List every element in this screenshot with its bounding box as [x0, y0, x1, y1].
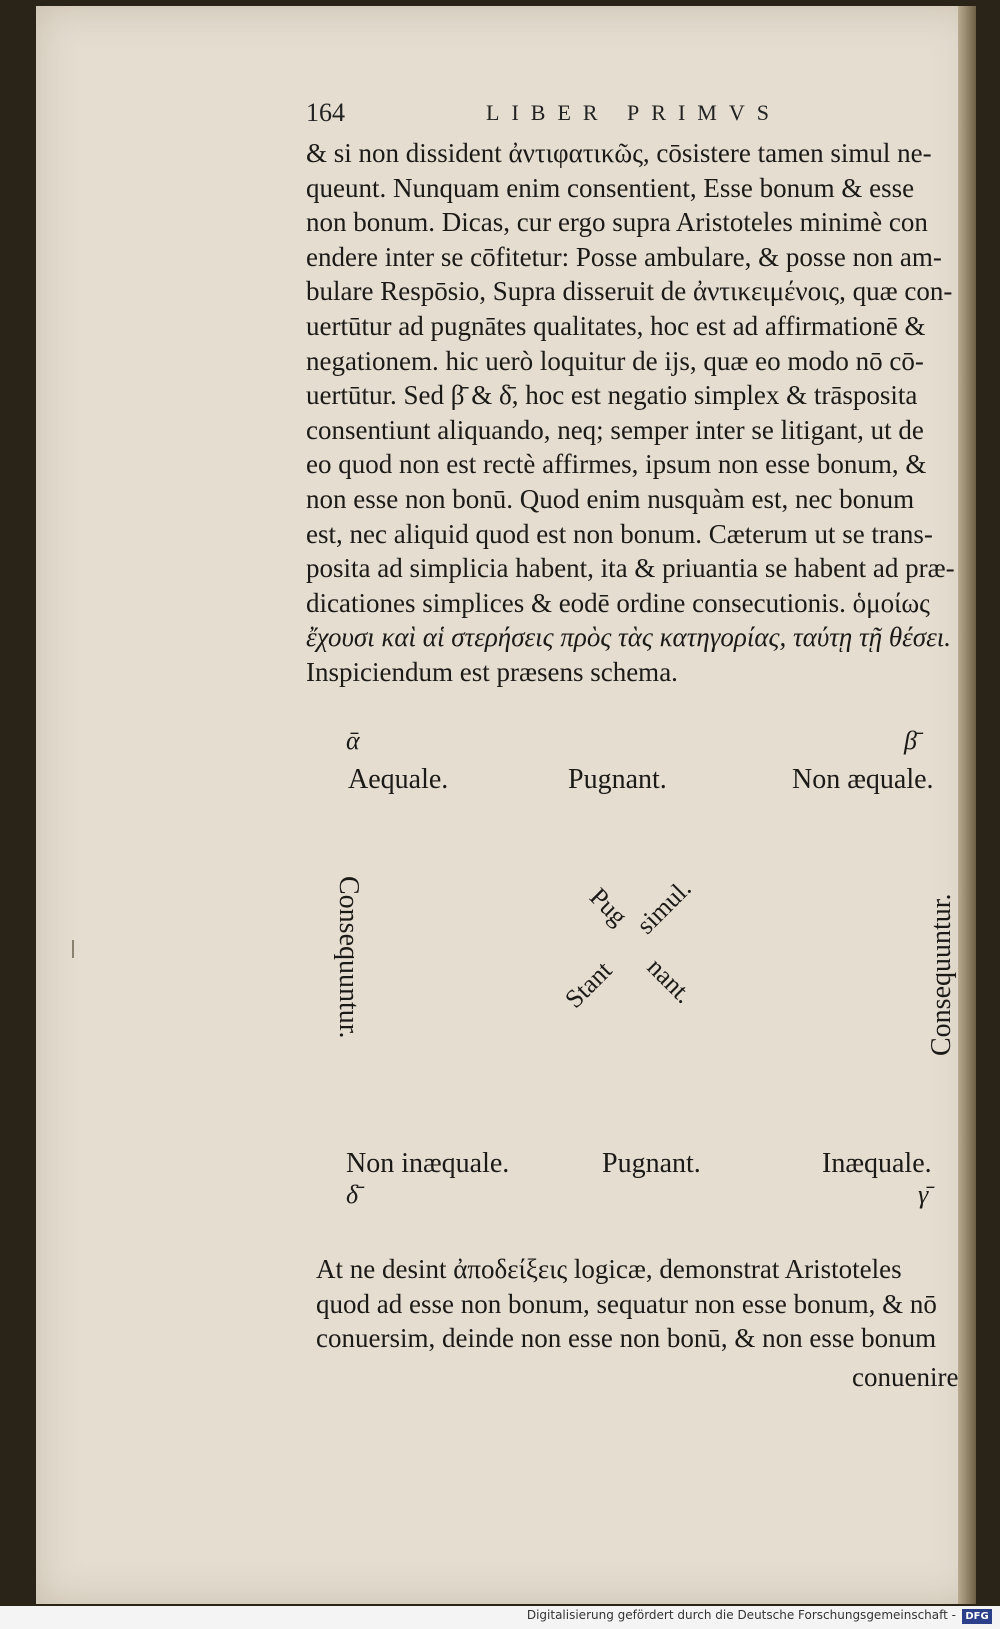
text-line: Inspiciendum est præsens schema.	[306, 656, 678, 687]
body-text	[306, 136, 978, 690]
label-inaequale: Inæquale.	[822, 1148, 932, 1179]
text-line: non esse non bonū. Quod enim nusquàm est, nec bonum	[306, 483, 915, 514]
text-line: uertūtur. Sed β̄ & δ̄, hoc est negatio simplex & trāsposita	[306, 380, 918, 411]
text-line: non bonum. Dicas, cur ergo supra Aristoteles minimè con	[306, 207, 928, 238]
text-line: dicationes simplices & eodē ordine consecutionis. ὁμοίως	[306, 587, 930, 618]
paper-mark	[72, 940, 74, 958]
label-consequuntur-left: Consequuntur.	[333, 876, 364, 1039]
text-line: & si non dissident ἀντιφατικῶς, cōsistere tamen simul ne-	[306, 138, 932, 168]
mark-gamma: γ̄	[918, 1180, 929, 1209]
footer-credit: Digitalisierung gefördert durch die Deutsche Forschungsgemeinschaft -	[526, 1608, 956, 1622]
label-aequale: Aequale.	[348, 764, 449, 795]
cross-word-simul: simul.	[630, 873, 697, 940]
text-line: conuersim, deinde non esse non bonū, & non esse bonum	[316, 1323, 937, 1354]
label-non-aequale: Non æquale.	[792, 764, 934, 795]
text-line: bulare Respōsio, Supra disseruit de ἀντικειμένοις, quæ con-	[306, 276, 953, 307]
greek-text-line: ἔχουσι καὶ αἱ στερήσεις πρὸς τὰς κατηγορίας, ταύτῃ τῇ θέσει.	[306, 622, 951, 653]
footer-bar	[0, 1606, 1000, 1629]
cross-word-stant: Stant	[559, 955, 618, 1014]
label-non-inaequale: Non inæquale.	[346, 1148, 510, 1179]
running-head	[306, 98, 826, 132]
label-pugnant-top: Pugnant.	[568, 764, 667, 795]
mark-beta: β̄	[904, 726, 917, 755]
label-pugnant-bottom: Pugnant.	[602, 1148, 701, 1179]
dfg-logo-icon: DFG	[962, 1609, 992, 1624]
square-of-opposition-diagram	[306, 726, 978, 1209]
page-number: 164	[306, 98, 345, 127]
catchword: conuenire	[852, 1362, 959, 1392]
text-line: consentiunt aliquando, neq; semper inter se litigant, ut de	[306, 414, 924, 445]
cross-word-nant: nant.	[641, 952, 699, 1010]
text-line: negationem. hic uerò loquitur de ijs, quæ eo modo nō cō-	[306, 345, 924, 376]
continuation-text	[316, 1252, 978, 1356]
text-line: At ne desint ἀποδείξεις logicæ, demonstrat Aristoteles	[316, 1254, 902, 1284]
mark-delta: δ̄	[346, 1180, 359, 1209]
text-line: eo quod non est rectè affirmes, ipsum non esse bonum, &	[306, 449, 927, 480]
running-head-title: LIBER PRIMVS	[486, 100, 781, 125]
text-line: quod ad esse non bonum, sequatur non esse bonum, & nō	[316, 1288, 937, 1319]
cross-word-pug: Pug	[584, 882, 634, 932]
label-consequuntur-right: Consequuntur.	[926, 893, 957, 1056]
text-line: endere inter se cōfitetur: Posse ambulare, & posse non am-	[306, 241, 942, 272]
mark-alpha: ᾱ	[346, 726, 360, 755]
text-line: queunt. Nunquam enim consentient, Esse bonum & esse	[306, 172, 915, 203]
text-line: posita ad simplicia habent, ita & priuantia se habent ad præ-	[306, 553, 955, 584]
text-line: uertūtur ad pugnātes qualitates, hoc est ad affirmationē &	[306, 310, 926, 341]
text-line: est, nec aliquid quod est non bonum. Cæterum ut se trans-	[306, 518, 933, 549]
